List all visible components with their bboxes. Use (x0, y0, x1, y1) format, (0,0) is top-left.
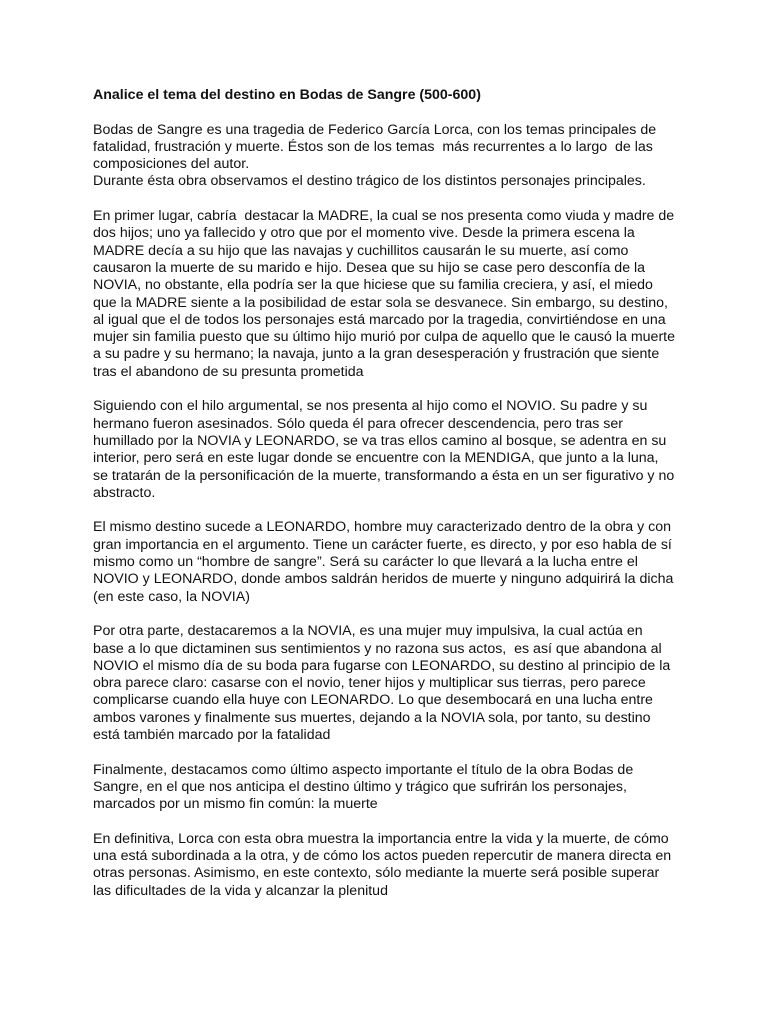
text-line: se tratarán de la personificación de la muerte, transformando a ésta en un ser figurativo y no (93, 467, 675, 484)
text-line: abstracto. (93, 484, 156, 501)
text-line: En definitiva, Lorca con esta obra muestra la importancia entre la vida y la muerte, de cómo (93, 830, 669, 847)
text-line: está también marcado por la fatalidad (93, 726, 331, 743)
paragraph (93, 122, 683, 191)
text-line: a su padre y su hermano; la navaja, junto a la gran desesperación y frustración que siente (93, 346, 660, 363)
text-line: Finalmente, destacamos como último aspecto importante el título de la obra Bodas de (93, 761, 634, 778)
text-line: NOVIA, no obstante, ella podría ser la que hiciese que su familia creciera, y así, el miedo (93, 277, 653, 294)
text-line: Durante ésta obra observamos el destino trágico de los distintos personajes principales. (93, 173, 646, 190)
text-line: (en este caso, la NOVIA) (93, 588, 250, 605)
text-line: base a lo que dictaminen sus sentimientos y no razona sus actos, es así que abandona al (93, 640, 662, 657)
text-line: mujer sin familia puesto que su último hijo murió por culpa de aquello que le causó la muerte (93, 329, 676, 346)
paragraph (93, 519, 683, 605)
document-body (93, 122, 683, 900)
document-page (93, 87, 683, 917)
text-line: obra parece claro: casarse con el novio, tener hijos y multiplicar sus tierras, pero parece (93, 675, 646, 692)
paragraph (93, 398, 683, 502)
text-line: fatalidad, frustración y muerte. Éstos son de los temas más recurrentes a lo largo de las (93, 138, 653, 155)
text-line: tras el abandono de su presunta prometida (93, 363, 364, 380)
text-line: Bodas de Sangre es una tragedia de Federico García Lorca, con los temas principales de (93, 121, 657, 138)
text-line: Siguiendo con el hilo argumental, se nos presenta al hijo como el NOVIO. Su padre y su (93, 398, 648, 415)
text-line: En primer lugar, cabría destacar la MADRE, la cual se nos presenta como viuda y madre de (93, 208, 675, 225)
text-line: ambos varones y finalmente sus muertes, dejando a la NOVIA sola, por tanto, su destino (93, 709, 651, 726)
text-line: Por otra parte, destacaremos a la NOVIA, es una mujer muy impulsiva, la cual actúa en (93, 623, 643, 640)
text-line: al igual que el de todos los personajes está marcado por la tragedia, convirtiéndose en una (93, 311, 666, 328)
paragraph (93, 208, 683, 381)
text-line: marcados por un mismo fin común: la muerte (93, 796, 378, 813)
text-line: gran importancia en el argumento. Tiene un carácter fuerte, es directo, y por eso habla de sí (93, 536, 672, 553)
document-title: Analice el tema del destino en Bodas de Sangre (500-600) (93, 87, 481, 103)
paragraph (93, 762, 683, 814)
text-line: otras personas. Asimismo, en este contexto, sólo mediante la muerte será posible superar (93, 865, 660, 882)
text-line: composiciones del autor. (93, 156, 250, 173)
paragraph (93, 623, 683, 744)
text-line: mismo como un “hombre de sangre”. Será su carácter lo que llevará a la lucha entre el (93, 554, 638, 571)
text-line: humillado por la NOVIA y LEONARDO, se va tras ellos camino al bosque, se adentra en su (93, 432, 667, 449)
text-line: NOVIO y LEONARDO, donde ambos saldrán heridos de muerte y ninguno adquirirá la dicha (93, 571, 674, 588)
text-line: las dificultades de la vida y alcanzar la plenitud (93, 882, 388, 899)
text-line: hermano fueron asesinados. Sólo queda él para ofrecer descendencia, pero tras ser (93, 415, 623, 432)
text-line: complicarse cuando ella huye con LEONARDO. Lo que desembocará en una lucha entre (93, 692, 653, 709)
text-line: una está subordinada a la otra, y de cómo los actos pueden repercutir de manera directa en (93, 848, 672, 865)
text-line: Sangre, en el que nos anticipa el destino último y trágico que sufrirán los personajes, (93, 778, 627, 795)
paragraph (93, 831, 683, 900)
text-line: causaron la muerte de su marido e hijo. Desea que su hijo se case pero desconfía de la (93, 259, 646, 276)
text-line: NOVIO el mismo día de su boda para fugarse con LEONARDO, su destino al principio de la (93, 657, 671, 674)
text-line: MADRE decía a su hijo que las navajas y cuchillitos causarán le su muerte, así como (93, 242, 629, 259)
text-line: El mismo destino sucede a LEONARDO, hombre muy caracterizado dentro de la obra y con (93, 519, 672, 536)
text-line: dos hijos; uno ya fallecido y otro que por el momento vive. Desde la primera escena la (93, 225, 635, 242)
text-line: interior, pero será en este lugar donde se encuentre con la MENDIGA, que junto a la luna, (93, 450, 659, 467)
text-line: que la MADRE siente a la posibilidad de estar sola se desvanece. Sin embargo, su destino, (93, 294, 668, 311)
